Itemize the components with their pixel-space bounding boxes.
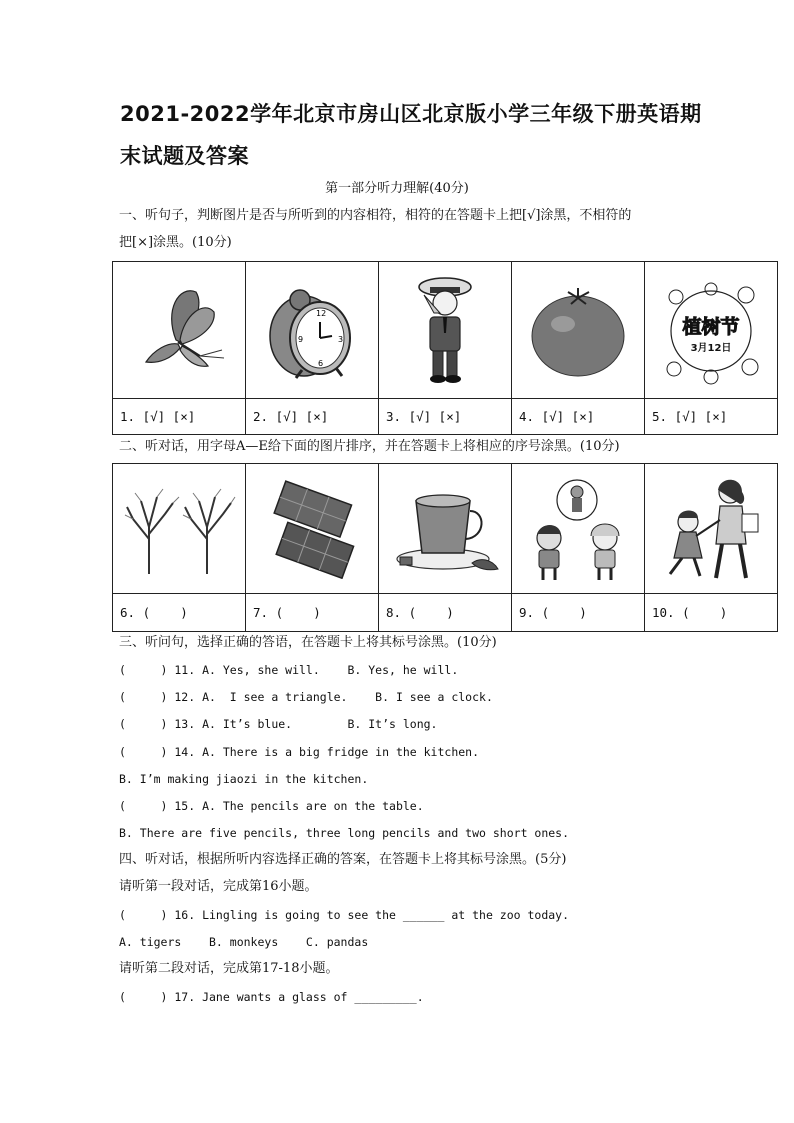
picture-cell-6 [113,464,246,594]
section-1-instruction-cont: 把[×]涂黑。(10分) [119,235,232,250]
badge-title: 植树节 [681,315,740,338]
police-officer-icon [400,273,490,388]
picture-cell-3 [379,262,512,399]
section-1-instruction: 一、听句子，判断图片是否与所听到的内容相符，相符的在答题卡上把[√]涂黑，不相符的 [119,208,632,223]
section-4-sub-instruction-1: 请听第一段对话，完成第16小题。 [119,879,318,894]
section-4-sub-instruction-2: 请听第二段对话，完成第17-18小题。 [119,961,339,976]
section-2-picture-table [112,463,778,632]
clock-number: 9 [298,334,304,344]
picture-cell-10 [645,464,778,594]
clock-number: 12 [316,308,327,318]
clock-number: 3 [338,334,344,344]
question-15: ( ) 15. A. The pencils are on the table. [119,799,424,813]
tomato-icon [523,280,633,380]
alarm-clock-icon [262,278,362,383]
section-2-instruction: 二、听对话，用字母A—E给下面的图片排序，并在答题卡上将相应的序号涂黑。(10分) [119,439,620,454]
picture-cell-4 [512,262,645,399]
mother-and-girl-icon [656,474,766,584]
question-15-option-b: B. There are five pencils, three long pencils and two short ones. [119,826,570,840]
answer-cell-3[interactable]: 3. [√] [×] [379,399,512,435]
picture-cell-7 [246,464,379,594]
answer-cell-7[interactable]: 7. ( ) [246,594,379,632]
answer-cell-10[interactable]: 10. ( ) [645,594,778,632]
section-3-instruction: 三、听问句，选择正确的答语，在答题卡上将其标号涂黑。(10分) [119,635,497,650]
clock-number: 6 [318,358,324,368]
question-17: ( ) 17. Jane wants a glass of _________. [119,990,424,1004]
tree-planting-day-icon [654,273,769,388]
children-talking-icon [521,474,636,584]
section-1-picture-table [112,261,778,435]
picture-cell-1 [113,262,246,399]
answer-cell-6[interactable]: 6. ( ) [113,594,246,632]
answer-cell-5[interactable]: 5. [√] [×] [645,399,778,435]
question-11: ( ) 11. A. Yes, she will. B. Yes, he will. [119,663,459,677]
document-title-line-2: 末试题及答案 [120,144,249,168]
question-13: ( ) 13. A. It’s blue. B. It’s long. [119,717,438,731]
chocolate-bars-icon [257,479,367,579]
document-title-line-1: 2021-2022学年北京市房山区北京版小学三年级下册英语期 [120,102,702,126]
picture-cell-2 [246,262,379,399]
answer-cell-4[interactable]: 4. [√] [×] [512,399,645,435]
picture-cell-9 [512,464,645,594]
bare-trees-icon [119,479,239,579]
answer-cell-8[interactable]: 8. ( ) [379,594,512,632]
answer-cell-1[interactable]: 1. [√] [×] [113,399,246,435]
section-4-instruction: 四、听对话，根据所听内容选择正确的答案，在答题卡上将其标号涂黑。(5分) [119,852,567,867]
part-one-heading: 第一部分听力理解(40分) [325,181,469,196]
question-14-option-b: B. I’m making jiaozi in the kitchen. [119,772,369,786]
question-16: ( ) 16. Lingling is going to see the ______ at the zoo today. [119,908,570,922]
picture-cell-8 [379,464,512,594]
tea-cup-icon [388,479,503,579]
answer-cell-9[interactable]: 9. ( ) [512,594,645,632]
butterfly-icon [124,280,234,380]
question-16-options: A. tigers B. monkeys C. pandas [119,935,369,949]
badge-date: 3月12日 [690,342,731,354]
question-12: ( ) 12. A. I see a triangle. B. I see a clock. [119,690,493,704]
picture-cell-5 [645,262,778,399]
answer-cell-2[interactable]: 2. [√] [×] [246,399,379,435]
question-14: ( ) 14. A. There is a big fridge in the kitchen. [119,745,480,759]
